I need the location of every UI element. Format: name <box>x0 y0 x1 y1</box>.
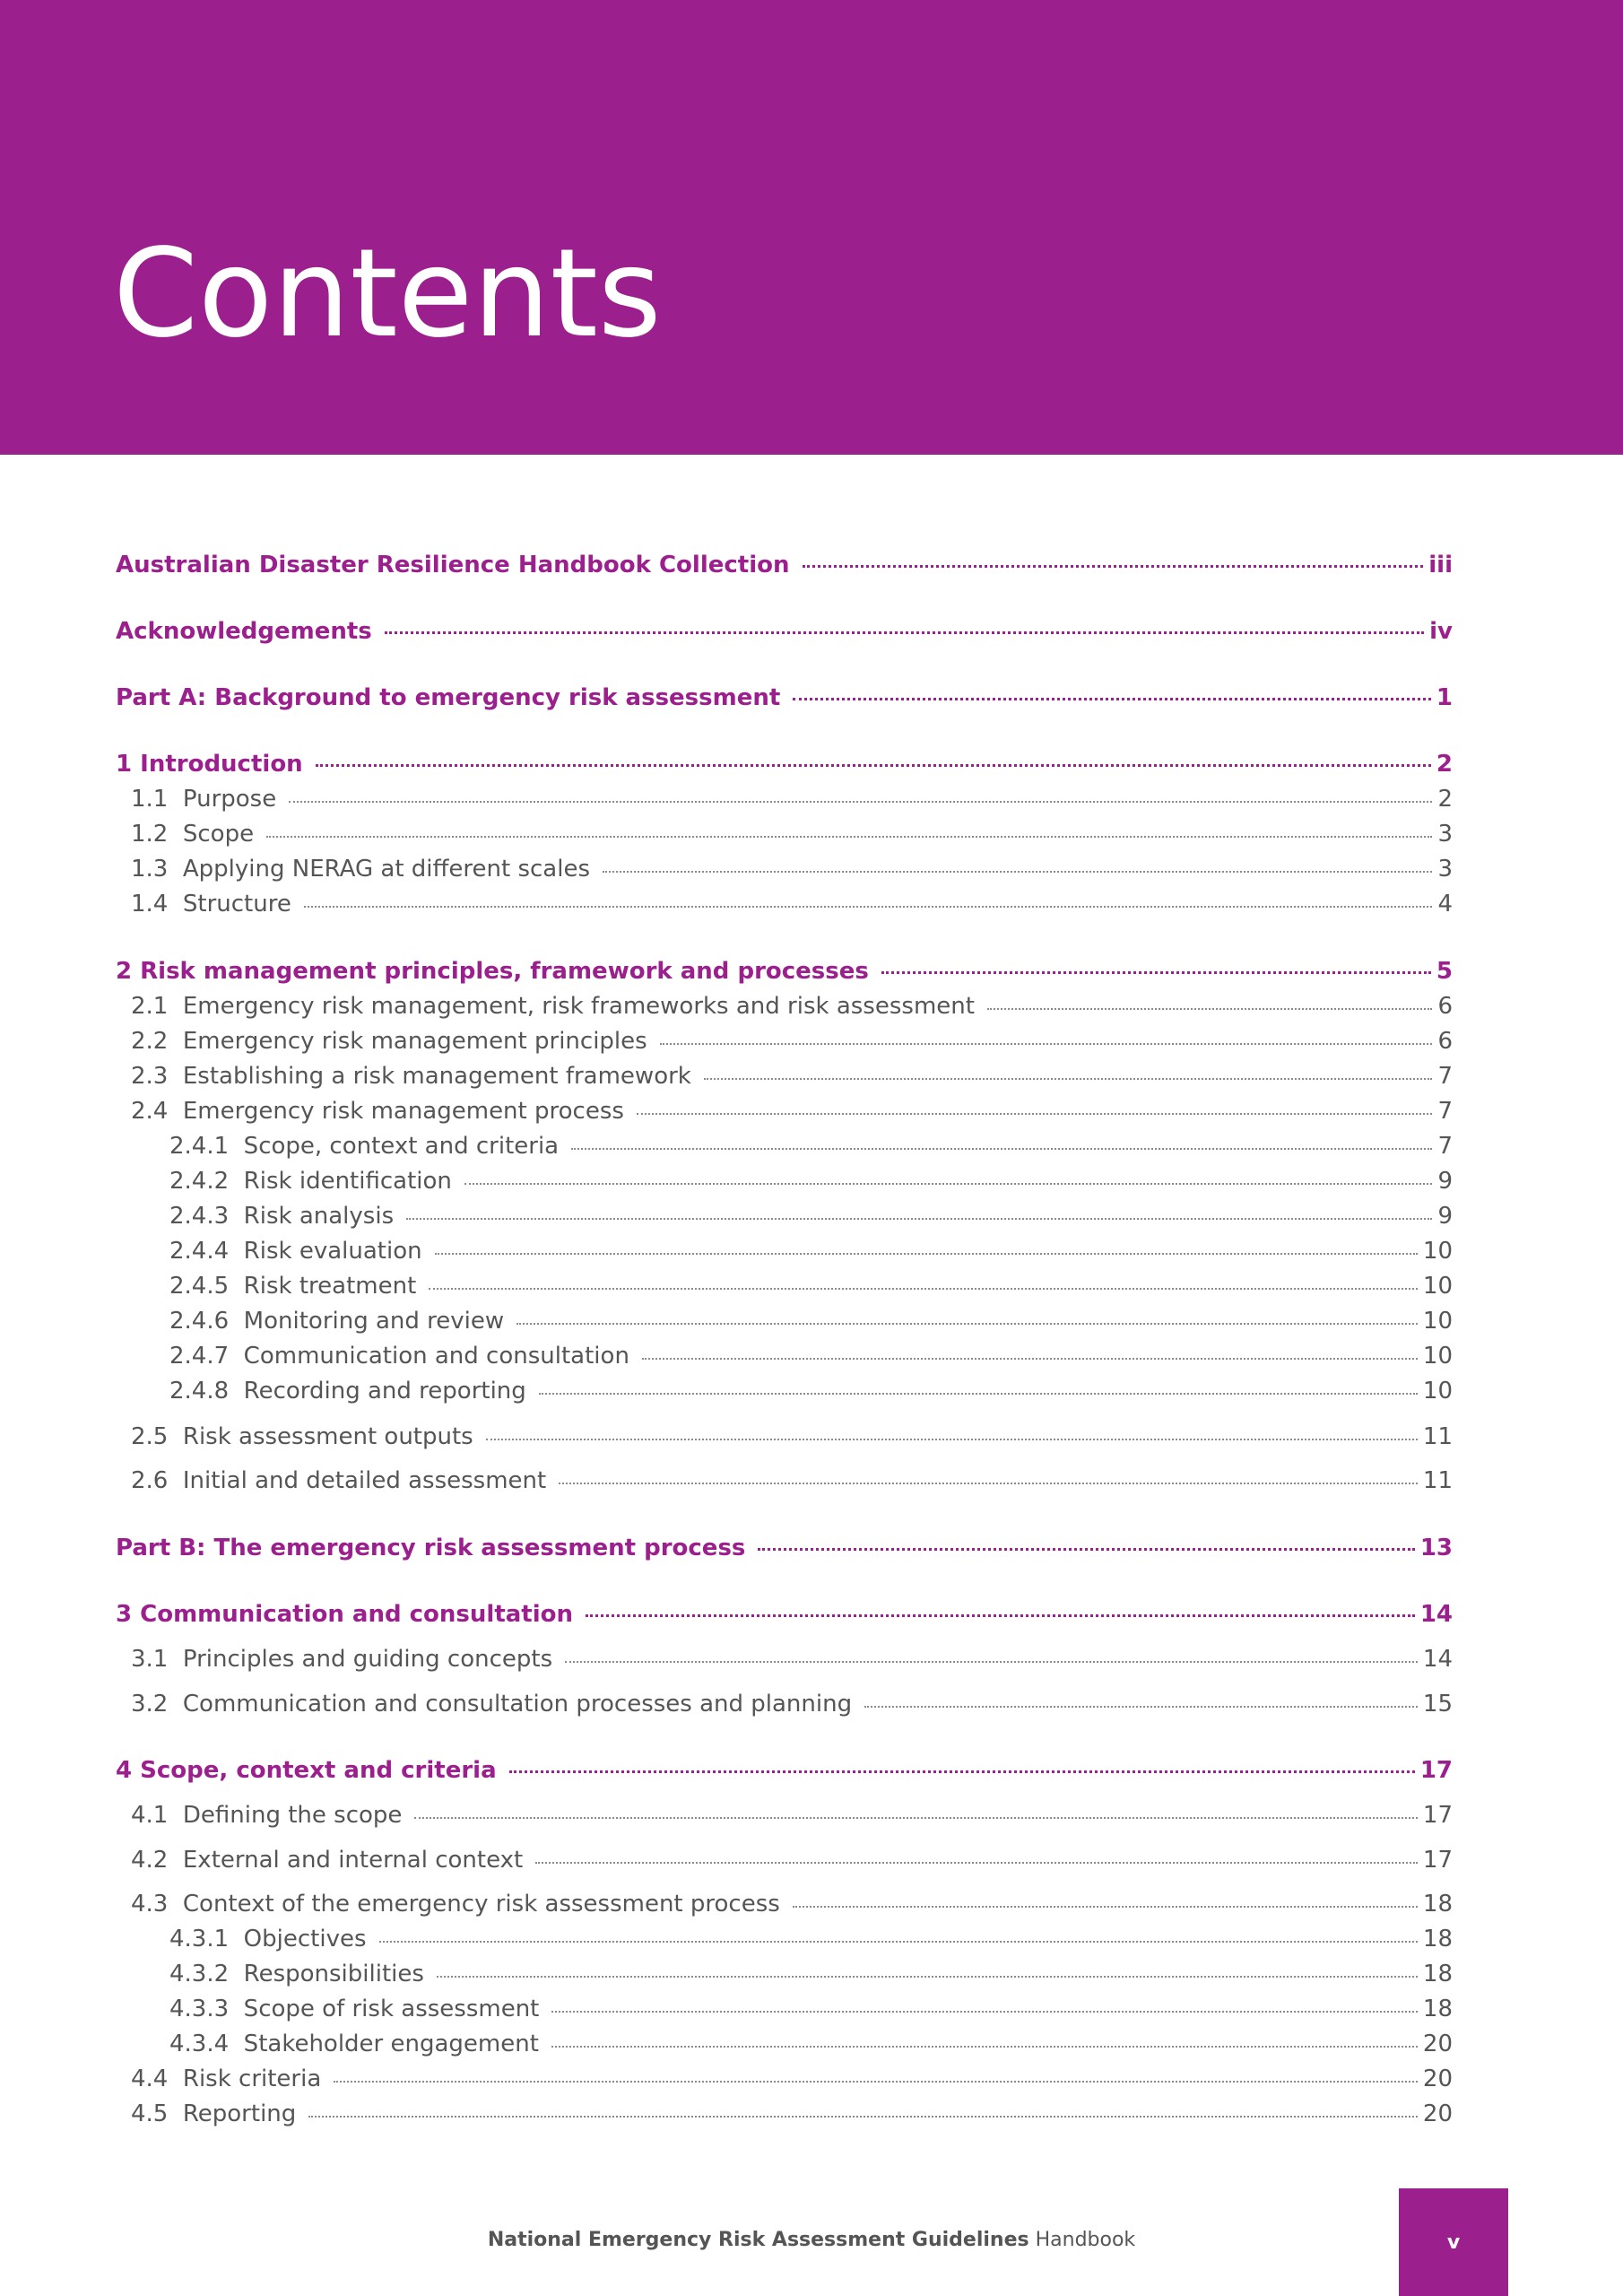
toc-section-entry[interactable] <box>116 953 1453 989</box>
toc-dot-leader <box>304 905 1433 908</box>
toc-dot-leader <box>642 1357 1418 1360</box>
toc-page-number: 2 <box>1436 751 1453 778</box>
toc-subsection-entry[interactable] <box>131 1842 1453 1878</box>
toc-subsection-entry[interactable] <box>131 2096 1453 2132</box>
toc-entry-title: 2.6 Initial and detailed assessment <box>131 1467 547 1494</box>
toc-page-number: 20 <box>1422 2066 1453 2092</box>
toc-entry-title: 2.4.2 Risk identification <box>169 1168 452 1195</box>
toc-page-number: 1 <box>1436 684 1453 711</box>
toc-entry-title: 4.5 Reporting <box>131 2100 297 2127</box>
toc-dot-leader <box>586 1613 1415 1617</box>
toc-entry-title: 2.1 Emergency risk management, risk frameworks and risk assessment <box>131 993 975 1020</box>
toc-entry-title: 1.2 Scope <box>131 821 255 848</box>
toc-subsection-entry[interactable] <box>131 1093 1453 1129</box>
toc-entry-title: 2.4.4 Risk evaluation <box>169 1238 422 1265</box>
toc-page-number: 10 <box>1422 1378 1453 1405</box>
toc-entry-title: 3.1 Principles and guiding concepts <box>131 1646 553 1673</box>
toc-subsection-entry[interactable] <box>169 1128 1453 1164</box>
toc-page-number: iii <box>1428 552 1453 578</box>
toc-subsection-entry[interactable] <box>169 1921 1453 1957</box>
toc-page-number: 6 <box>1437 993 1453 1020</box>
toc-section-entry[interactable] <box>116 1530 1453 1566</box>
toc-dot-leader <box>266 835 1432 838</box>
toc-dot-leader <box>551 2045 1418 2048</box>
toc-entry-title: Australian Disaster Resilience Handbook Collection <box>116 552 790 578</box>
toc-dot-leader <box>406 1217 1432 1220</box>
toc-dot-leader <box>881 970 1431 974</box>
toc-page-number: 4 <box>1437 891 1453 918</box>
toc-entry-title: 2.4.6 Monitoring and review <box>169 1308 505 1335</box>
toc-dot-leader <box>793 1905 1418 1908</box>
toc-subsection-entry[interactable] <box>131 1023 1453 1059</box>
toc-dot-leader <box>316 763 1431 767</box>
toc-entry-title: 3.2 Communication and consultation processes and planning <box>131 1691 853 1718</box>
toc-subsection-entry[interactable] <box>169 1373 1453 1409</box>
toc-dot-leader <box>660 1042 1433 1045</box>
toc-entry-title: 2.4.1 Scope, context and criteria <box>169 1133 560 1160</box>
page-title: Contents <box>113 223 662 365</box>
toc-page-number: 10 <box>1422 1308 1453 1335</box>
toc-section-entry[interactable] <box>116 746 1453 782</box>
toc-entry-title: 2.3 Establishing a risk management framework <box>131 1063 691 1090</box>
toc-subsection-entry[interactable] <box>169 1233 1453 1269</box>
toc-entry-title: 2.4 Emergency risk management process <box>131 1098 624 1125</box>
toc-page-number: 9 <box>1437 1203 1453 1230</box>
toc-page-number: 11 <box>1422 1423 1453 1450</box>
toc-page-number: 10 <box>1422 1238 1453 1265</box>
toc-subsection-entry[interactable] <box>169 1268 1453 1304</box>
toc-subsection-entry[interactable] <box>131 781 1453 817</box>
toc-dot-leader <box>565 1660 1418 1663</box>
toc-dot-leader <box>803 564 1424 568</box>
toc-entry-title: Acknowledgements <box>116 618 372 645</box>
toc-page-number: 20 <box>1422 2031 1453 2057</box>
toc-page-number: 7 <box>1437 1063 1453 1090</box>
toc-subsection-entry[interactable] <box>131 886 1453 922</box>
toc-dot-leader <box>987 1007 1433 1010</box>
toc-entry-title: 2.5 Risk assessment outputs <box>131 1423 473 1450</box>
toc-dot-leader <box>559 1482 1418 1484</box>
toc-dot-leader <box>429 1287 1418 1290</box>
toc-dot-leader <box>704 1077 1433 1080</box>
toc-subsection-entry[interactable] <box>131 1686 1453 1722</box>
toc-page-number: 17 <box>1422 1847 1453 1874</box>
toc-entry-title: 2.4.3 Risk analysis <box>169 1203 395 1230</box>
toc-subsection-entry[interactable] <box>169 1956 1453 1992</box>
toc-page-number: 17 <box>1422 1802 1453 1829</box>
toc-dot-leader <box>437 1975 1418 1978</box>
toc-subsection-entry[interactable] <box>169 1338 1453 1374</box>
toc-dot-leader <box>637 1112 1433 1115</box>
footer-document-title <box>0 2222 1623 2258</box>
toc-entry-title: 3 Communication and consultation <box>116 1601 574 1628</box>
toc-entry-title: 4.3.1 Objectives <box>169 1926 367 1952</box>
toc-page-number: 10 <box>1422 1343 1453 1370</box>
toc-subsection-entry[interactable] <box>169 1198 1453 1234</box>
toc-dot-leader <box>486 1438 1418 1440</box>
toc-subsection-entry[interactable] <box>131 1886 1453 1922</box>
toc-page-number: 14 <box>1419 1601 1453 1628</box>
toc-section-entry[interactable] <box>116 613 1453 649</box>
toc-entry-title: 4.3.2 Responsibilities <box>169 1961 424 1987</box>
toc-subsection-entry[interactable] <box>131 1058 1453 1094</box>
footer-title-bold: National Emergency Risk Assessment Guidelines <box>487 2229 1029 2251</box>
toc-dot-leader <box>289 800 1432 803</box>
toc-subsection-entry[interactable] <box>169 1991 1453 2027</box>
toc-dot-leader <box>793 697 1431 700</box>
toc-entry-title: 4.4 Risk criteria <box>131 2066 322 2092</box>
toc-page-number: 9 <box>1437 1168 1453 1195</box>
footer-page-number: v <box>1399 2188 1508 2296</box>
toc-subsection-entry[interactable] <box>131 2061 1453 2097</box>
toc-page-number: 3 <box>1437 821 1453 848</box>
toc-entry-title: 4.3.4 Stakeholder engagement <box>169 2031 539 2057</box>
toc-entry-title: 1.4 Structure <box>131 891 291 918</box>
toc-page-number: 3 <box>1437 856 1453 883</box>
toc-dot-leader <box>385 631 1424 634</box>
toc-subsection-entry[interactable] <box>131 1463 1453 1499</box>
toc-dot-leader <box>551 2010 1418 2013</box>
toc-dot-leader <box>539 1392 1418 1395</box>
toc-page-number: 13 <box>1419 1535 1453 1561</box>
toc-page-number: 11 <box>1422 1467 1453 1494</box>
toc-subsection-entry[interactable] <box>169 2026 1453 2062</box>
toc-dot-leader <box>435 1252 1418 1255</box>
toc-page-number: 2 <box>1437 786 1453 813</box>
toc-dot-leader <box>864 1705 1418 1708</box>
toc-subsection-entry[interactable] <box>131 988 1453 1024</box>
toc-page-number: 18 <box>1422 1961 1453 1987</box>
toc-section-entry[interactable] <box>116 1752 1453 1788</box>
toc-dot-leader <box>334 2080 1418 2083</box>
toc-section-entry[interactable] <box>116 1596 1453 1632</box>
toc-entry-title: 1.1 Purpose <box>131 786 277 813</box>
toc-subsection-entry[interactable] <box>169 1163 1453 1199</box>
toc-section-entry[interactable] <box>116 547 1453 583</box>
toc-dot-leader <box>603 870 1432 873</box>
toc-entry-title: 2 Risk management principles, framework and processes <box>116 958 869 985</box>
toc-entry-title: 4.3.3 Scope of risk assessment <box>169 1996 540 2022</box>
footer-title-regular: Handbook <box>1028 2229 1136 2251</box>
toc-page-number: 15 <box>1422 1691 1453 1718</box>
toc-entry-title: 4 Scope, context and criteria <box>116 1757 497 1784</box>
toc-entry-title: 1.3 Applying NERAG at different scales <box>131 856 591 883</box>
toc-entry-title: 2.4.5 Risk treatment <box>169 1273 417 1300</box>
toc-dot-leader <box>379 1940 1418 1943</box>
toc-page-number: 7 <box>1437 1133 1453 1160</box>
toc-dot-leader <box>571 1147 1432 1150</box>
toc-dot-leader <box>516 1322 1418 1325</box>
toc-dot-leader <box>509 1770 1415 1773</box>
toc-entry-title: 4.2 External and internal context <box>131 1847 524 1874</box>
toc-entry-title: 4.1 Defining the scope <box>131 1802 403 1829</box>
toc-subsection-entry[interactable] <box>131 1419 1453 1455</box>
toc-subsection-entry[interactable] <box>169 1303 1453 1339</box>
toc-page-number: 18 <box>1422 1891 1453 1918</box>
toc-page-number: iv <box>1429 618 1453 645</box>
toc-entry-title: 2.4.7 Communication and consultation <box>169 1343 629 1370</box>
toc-page-number: 6 <box>1437 1028 1453 1055</box>
toc-dot-leader <box>464 1182 1433 1185</box>
toc-entry-title: 1 Introduction <box>116 751 303 778</box>
toc-page-number: 18 <box>1422 1926 1453 1952</box>
toc-entry-title: Part B: The emergency risk assessment process <box>116 1535 746 1561</box>
toc-dot-leader <box>758 1547 1414 1551</box>
toc-page-number: 18 <box>1422 1996 1453 2022</box>
toc-entry-title: 4.3 Context of the emergency risk assessment process <box>131 1891 780 1918</box>
toc-page-number: 17 <box>1419 1757 1453 1784</box>
toc-dot-leader <box>414 1816 1418 1819</box>
toc-subsection-entry[interactable] <box>131 1641 1453 1677</box>
toc-entry-title: 2.2 Emergency risk management principles <box>131 1028 647 1055</box>
toc-dot-leader <box>308 2115 1418 2118</box>
toc-page-number: 7 <box>1437 1098 1453 1125</box>
toc-subsection-entry[interactable] <box>131 851 1453 887</box>
toc-subsection-entry[interactable] <box>131 1797 1453 1833</box>
toc-entry-title: Part A: Background to emergency risk assessment <box>116 684 781 711</box>
toc-page-number: 5 <box>1436 958 1453 985</box>
toc-entry-title: 2.4.8 Recording and reporting <box>169 1378 526 1405</box>
toc-section-entry[interactable] <box>116 680 1453 716</box>
toc-dot-leader <box>535 1861 1418 1864</box>
toc-page-number: 14 <box>1422 1646 1453 1673</box>
toc-subsection-entry[interactable] <box>131 816 1453 852</box>
toc-page-number: 20 <box>1422 2100 1453 2127</box>
toc-page-number: 10 <box>1422 1273 1453 1300</box>
